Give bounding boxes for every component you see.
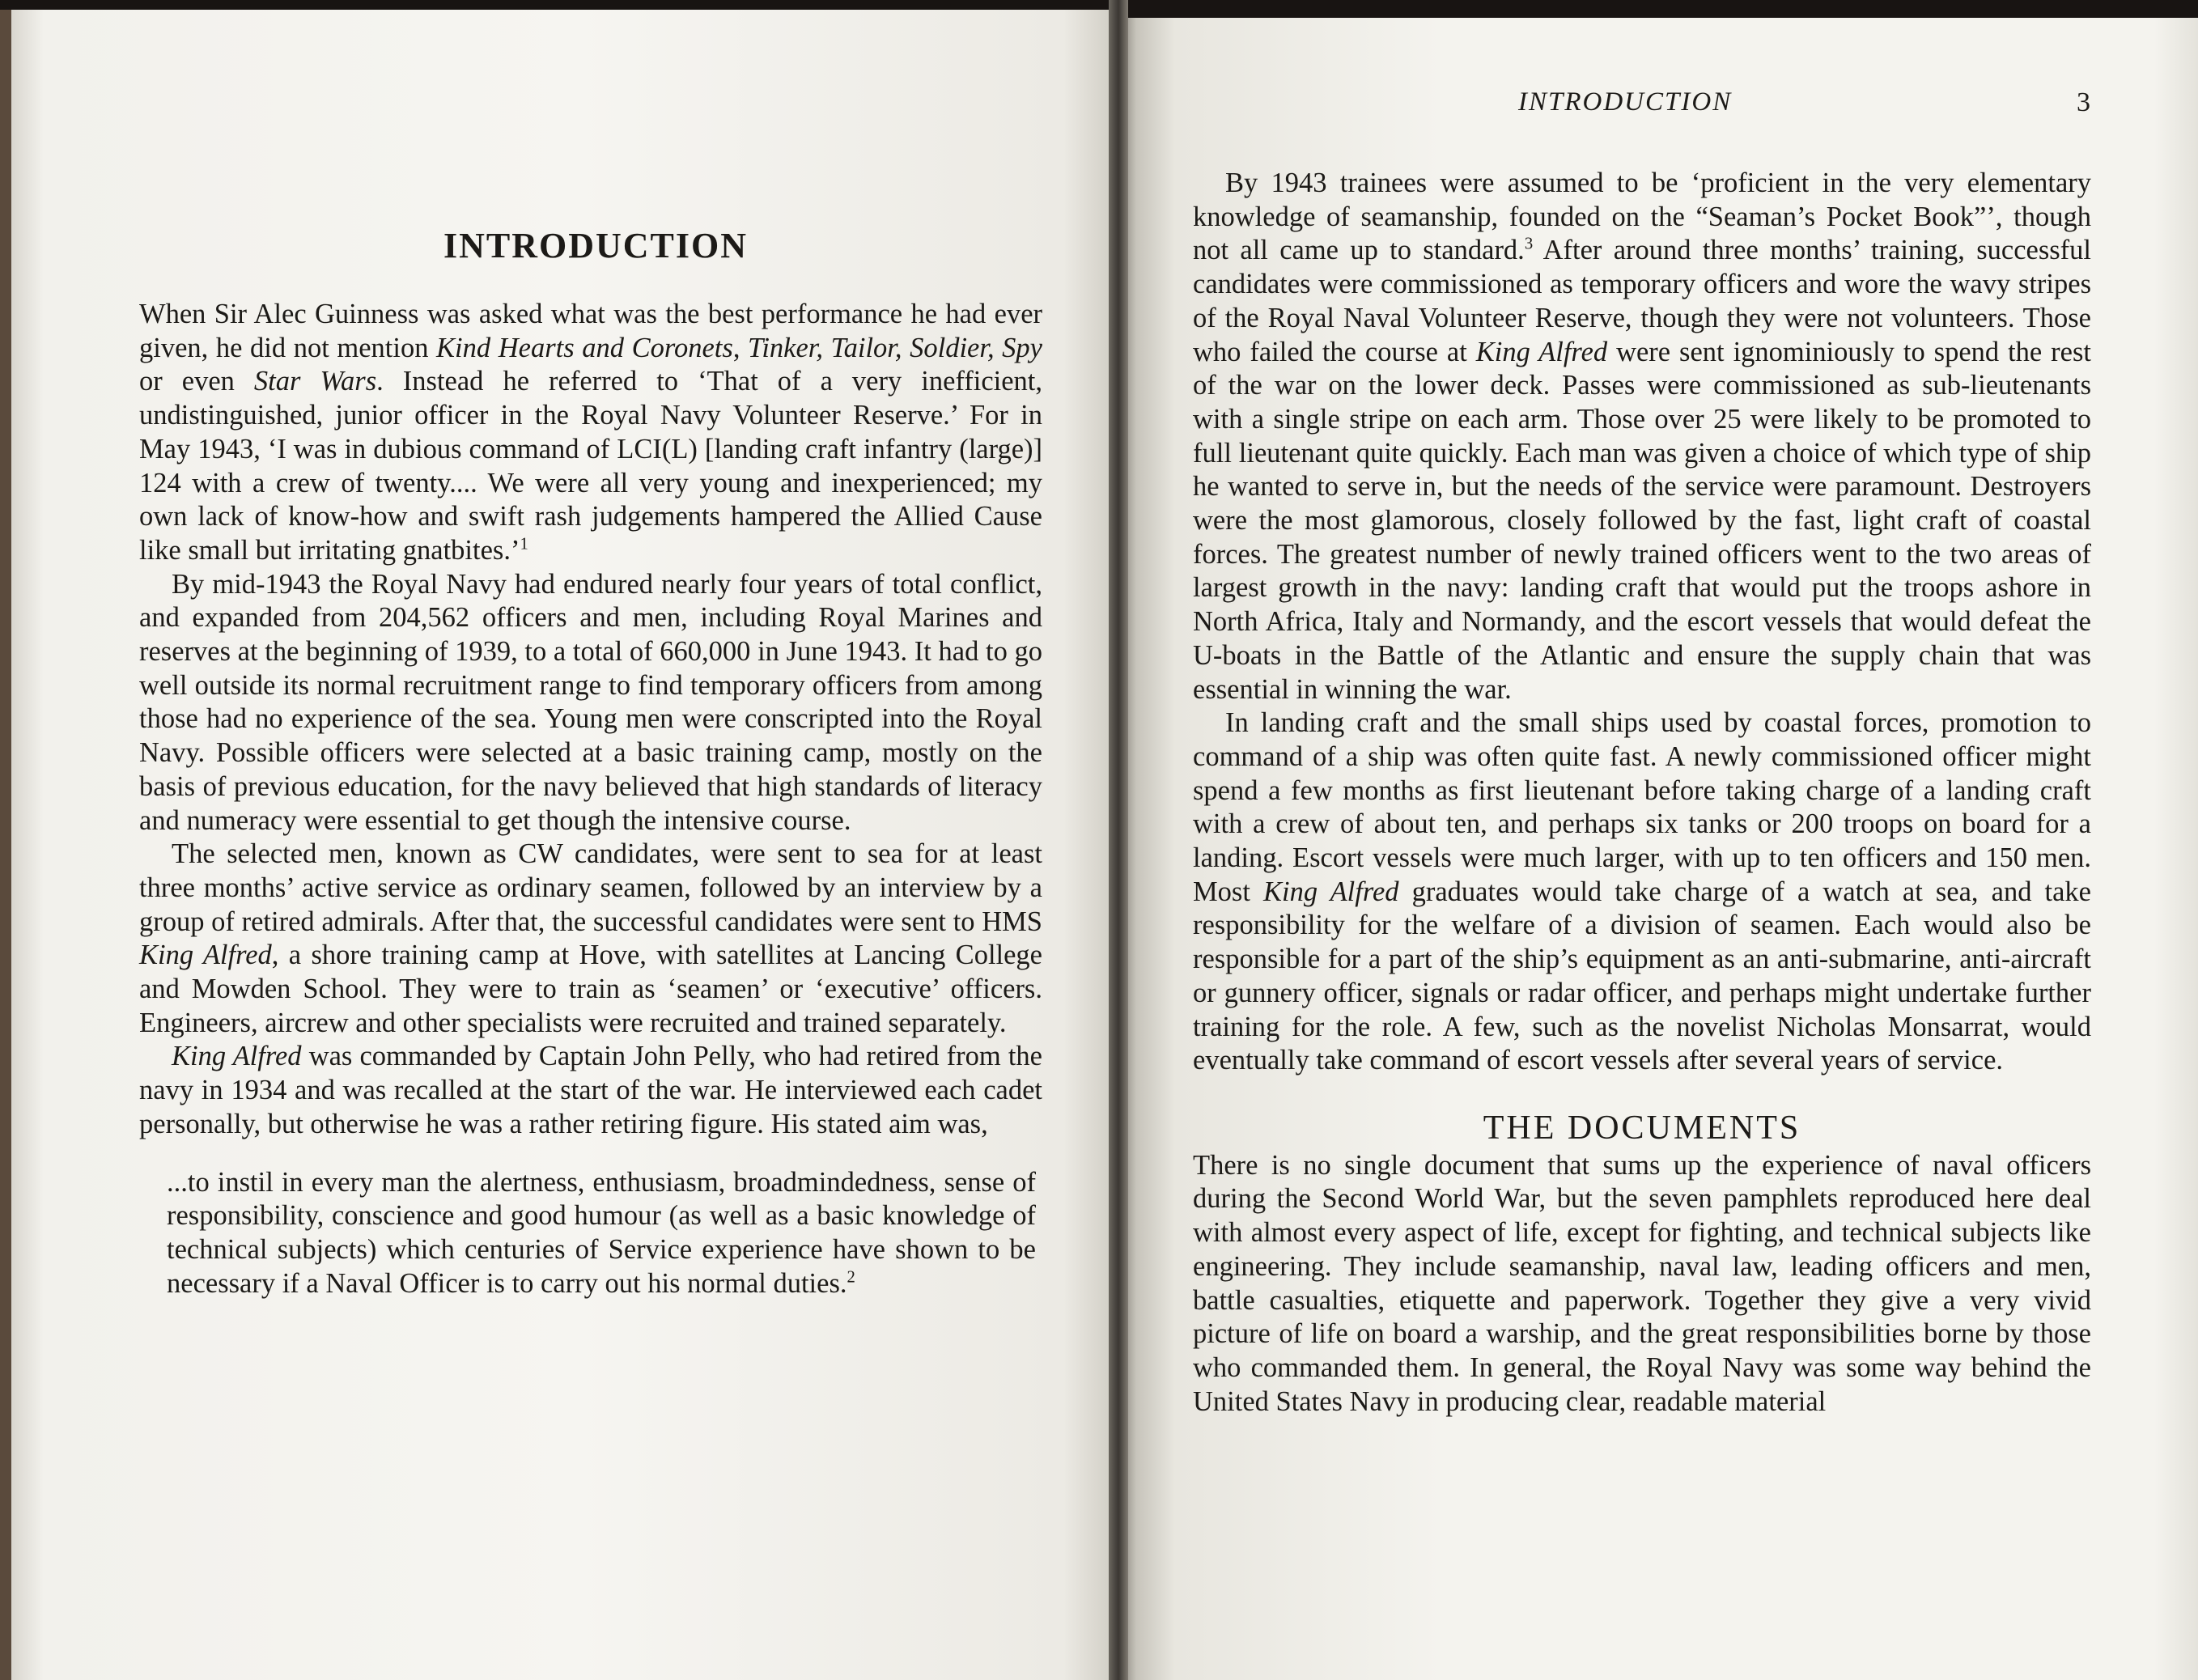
right-page-text (1193, 167, 2091, 1419)
paragraph: When Sir Alec Guinness was asked what was the best performance he had ever given, he did not mention Kind Hearts and Coronets, Tinker, Tailor, Soldier, Spy or even Star Wars. Instead he referred to ‘That of a very inefficient, undistinguished, junior officer in the Royal Navy Volunteer Reserve.’ For in May 1943, ‘I was in dubious command of LCI(L) [landing craft infantry (large)] 124 with a crew of twenty.... We were all very young and inexperienced; my own lack of know-how and swift rash judgements hampered the Allied Cause like small but irritating gnatbites.’$^1$ (139, 299, 1042, 566)
block-quote: ...to instil in every man the alertness, enthusiasm, broadmindedness, sense of responsibility, conscience and good humour (as well as a basic knowledge of technical subjects) which centuries of Service experience have shown to be necessary if a Naval Officer is to carry out his normal duties.$^2$ (167, 1166, 1036, 1299)
paragraph: The selected men, known as CW candidates, were sent to sea for at least three months’ active service as ordinary seamen, followed by an interview by a group of retired admirals. After that, the successful candidates were sent to HMS King Alfred, a shore training camp at Hove, with satellites at Lancing College and Mowden School. They were to train as ‘seamen’ or ‘executive’ officers. Engineers, aircrew and other specialists were recruited and trained separately. (139, 838, 1042, 1038)
film-title: Kind Hearts and Coronets (436, 332, 733, 363)
film-title: Tinker, Tailor, Soldier, Spy (748, 332, 1042, 363)
footnote-marker: 3 (1524, 235, 1534, 253)
paragraph: By mid-1943 the Royal Navy had endured nearly four years of total conflict, and expanded from 204,562 officers and men, including Royal Marines and reserves at the beginning of 1939, to a total of 660,000 in June 1943. It had to go well outside its normal recruitment range to find temporary officers from among those had no experience of the sea. Young men were conscripted into the Royal Navy. Possible officers were selected at a basic training camp, mostly on the basis of previous education, for the navy believed that high standards of literacy and numeracy were essential to get though the intensive course. (139, 568, 1042, 836)
ship-name: King Alfred (139, 940, 272, 971)
paragraph: In landing craft and the small ships used by coastal forces, promotion to command of a ship was often quite fast. A newly commissioned officer might spend a few months as first lieutenant before taking charge of a landing craft with a crew of about ten, and perhaps six tanks or 200 troops on board for a landing. Escort vessels were much larger, with up to ten officers and 150 men. Most King Alfred graduates would take charge of a watch at sea, and take responsibility for the welfare of a division of seamen. Each would also be responsible for a part of the ship’s equipment as an anti-submarine, anti-aircraft or gunnery officer, signals or radar officer, and perhaps might undertake further training for the role. A few, such as the novelist Nicholas Monsarrat, would eventually take command of escort vessels after several years of service. (1193, 707, 2091, 1076)
film-title: Star Wars (253, 366, 377, 397)
ship-name: King Alfred (1475, 336, 1608, 367)
footnote-marker: 1 (520, 535, 528, 554)
paragraph: There is no single document that sums up the experience of naval officers during the Second World War, but the seven pamphlets reproduced here deal with almost every aspect of life, except for fighting, and technical subjects like engineering. They include seamanship, naval law, leading officers and men, battle casualties, etiquette and paperwork. Together they give a very vivid picture of life on board a warship, and the great responsibilities borne by those who commanded them. In general, the Royal Navy was some way behind the United States Navy in producing clear, readable material (1193, 1149, 2091, 1417)
ship-name: King Alfred (172, 1041, 302, 1072)
footnote-marker: 2 (847, 1268, 855, 1287)
left-page-text (139, 298, 1042, 1300)
section-heading: THE DOCUMENTS (1483, 1109, 1801, 1147)
paragraph: King Alfred was commanded by Captain John Pelly, who had retired from the navy in 1934 and was recalled at the start of the war. He interviewed each cadet personally, but otherwise he was a rather retiring figure. His stated aim was, (139, 1041, 1042, 1139)
paragraph: By 1943 trainees were assumed to be ‘proficient in the very elementary knowledge of seamanship, founded on the “Seaman’s Pocket Book”’, though not all came up to standard.$^3$ After around three months’ training, successful candidates were commissioned as temporary officers and wore the wavy stripes of the Royal Naval Volunteer Reserve, though they were not volunteers. Those who failed the course at King Alfred were sent ignominiously to spend the rest of the war on the lower deck. Passes were commissioned as sub-lieutenants with a single stripe on each arm. Those over 25 were likely to be promoted to full lieutenant quite quickly. Each man was given a choice of which type of ship he wanted to serve in, but the needs of the service were paramount. Destroyers were the most glamorous, closely followed by the fast, light craft of coastal forces. The greatest number of newly trained officers went to the two areas of largest growth in the navy: landing craft that would put the troops ashore in North Africa, Italy and Normandy, and the escort vessels that would defeat the U-boats in the Battle of the Atlantic and ensure the supply chain that was essential in winning the war. (1193, 168, 2091, 705)
running-head: INTRODUCTION (1518, 87, 1733, 117)
page-number: 3 (2077, 87, 2092, 117)
book-gutter (1109, 0, 1128, 1680)
chapter-title: INTRODUCTION (443, 226, 749, 265)
ship-name: King Alfred (1263, 876, 1399, 907)
